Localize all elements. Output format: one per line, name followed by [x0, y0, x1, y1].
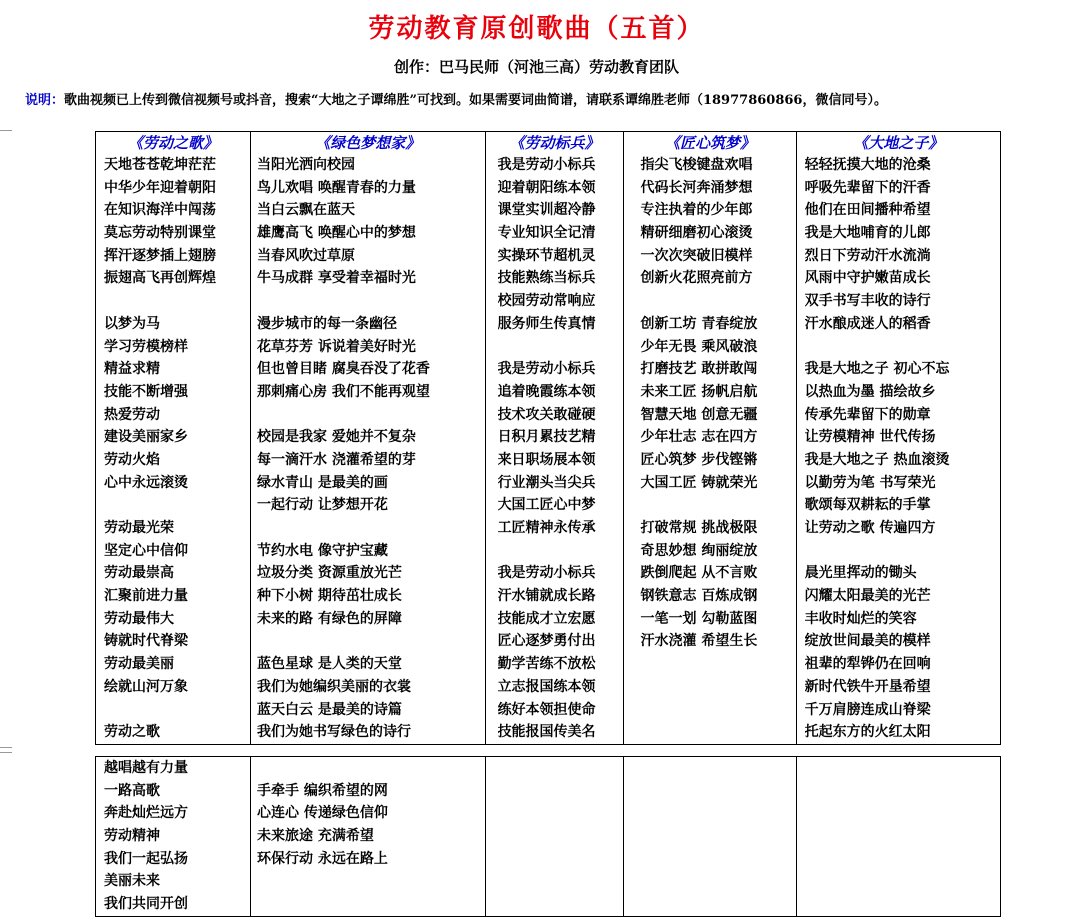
lyric-line: 托起东方的火红太阳 [804, 724, 931, 741]
lyric-line: 汇聚前进力量 [104, 588, 188, 605]
song-column-1 [96, 132, 251, 745]
lyric-line: 坚定心中信仰 [104, 542, 188, 559]
lyric-line: 匠心逐梦勇付出 [497, 633, 596, 650]
lyric-line: 绘就山河万象 [104, 678, 188, 695]
lyric-line: 实操环节超机灵 [497, 247, 596, 264]
document-title: 劳动教育原创歌曲（五首） [368, 14, 705, 44]
lyric-line: 他们在田间播种希望 [804, 202, 931, 219]
lyric-line: 一次次突破旧模样 [640, 247, 753, 264]
blank-line [805, 540, 1000, 563]
blank-line [104, 290, 250, 313]
lyric-line: 智慧天地 创意无疆 [640, 406, 758, 423]
song-column-4-continued [624, 757, 796, 917]
lyric-line: 当阳光洒向校园 [257, 157, 356, 173]
lyric-line: 我是劳动小标兵 [497, 565, 596, 582]
lyric-line: 当白云飘在蓝天 [257, 202, 356, 219]
lyric-line: 奔赴灿烂远方 [104, 805, 188, 822]
lyric-line: 汗水酿成迷人的稻香 [804, 315, 931, 332]
lyric-line: 挥汗逐梦插上翅膀 [104, 247, 216, 264]
lyric-line: 来日职场展本领 [497, 451, 596, 468]
blank-line [104, 494, 250, 517]
lyric-line: 创新工坊 青春绽放 [640, 315, 758, 332]
songs-table [95, 131, 1001, 745]
lyric-line: 让劳动之歌 传遍四方 [804, 520, 936, 536]
lyric-line: 丰收时灿烂的笑容 [804, 610, 917, 627]
lyric-line: 雄鹰高飞 唤醒心中的梦想 [257, 225, 416, 242]
lyrics-block [96, 154, 250, 744]
lyric-line: 技术攻关敢碰硬 [497, 406, 596, 423]
lyric-line: 打磨技艺 敢拼敢闯 [640, 361, 758, 378]
lyric-line: 我们为她书写绿色的诗行 [257, 724, 412, 741]
lyric-line: 劳动最伟大 [104, 610, 174, 627]
blank-line [257, 757, 485, 780]
lyric-line: 千万肩膀连成山脊梁 [804, 701, 931, 718]
lyric-line: 我是大地之子 热血滚烫 [804, 451, 950, 468]
blank-line [257, 517, 485, 540]
lyric-line: 蓝天白云 是最美的诗篇 [257, 701, 402, 718]
song-column-1-continued [96, 757, 251, 917]
lyric-line: 祖辈的犁铧仍在回响 [804, 656, 931, 673]
lyric-line: 风雨中守护嫩苗成长 [804, 270, 931, 287]
lyric-line: 牛马成群 享受着幸福时光 [257, 270, 416, 287]
song-column-4 [624, 132, 796, 745]
lyric-line: 一路高歌 [104, 782, 160, 799]
lyric-line: 创新火花照亮前方 [640, 270, 753, 287]
lyrics-block [797, 154, 1000, 744]
lyric-line: 手牵手 编织希望的网 [257, 782, 388, 799]
lyric-line: 少年无畏 乘风破浪 [640, 338, 758, 355]
lyrics-block [251, 154, 485, 744]
lyric-line: 劳动最美丽 [104, 656, 174, 673]
lyric-line: 劳动火焰 [104, 451, 160, 468]
lyric-line: 越唱越有力量 [104, 760, 188, 776]
blank-line [104, 699, 250, 722]
lyric-line: 双手书写丰收的诗行 [804, 293, 931, 310]
lyric-line: 新时代铁牛开垦希望 [804, 678, 931, 695]
lyric-line: 传承先辈留下的勋章 [804, 406, 931, 423]
song-column-3 [485, 132, 624, 745]
lyric-line: 未来工匠 扬帆启航 [640, 383, 758, 400]
lyric-line: 行业潮头当尖兵 [497, 474, 596, 491]
song-title: 《绿色梦想家》 [315, 134, 421, 152]
lyric-line: 大国工匠 铸就荣光 [640, 474, 758, 491]
lyric-line: 专业知识全记清 [497, 225, 596, 242]
lyric-line: 大国工匠心中梦 [497, 497, 596, 514]
lyric-line: 打破常规 挑战极限 [640, 520, 758, 536]
lyric-line: 绿水青山 是最美的画 [257, 474, 388, 491]
lyric-line: 少年壮志 志在四方 [640, 429, 758, 446]
song-column-3-continued [485, 757, 624, 917]
lyric-line: 漫步城市的每一条幽径 [257, 315, 398, 332]
lyric-line: 劳动最光荣 [104, 520, 174, 536]
lyric-line: 指尖飞梭键盘欢唱 [640, 157, 753, 173]
lyrics-block [486, 154, 624, 744]
lyric-line: 心中永远滚烫 [104, 474, 188, 491]
lyric-line: 校园劳动常响应 [497, 293, 596, 310]
lyric-line: 我们为她编织美丽的衣裳 [257, 678, 412, 695]
lyric-line: 服务师生传真情 [497, 315, 596, 332]
lyric-line: 心连心 传递绿色信仰 [257, 805, 388, 822]
lyric-line: 追着晚霞练本领 [497, 383, 596, 400]
page-break-mark [0, 747, 12, 748]
lyric-line: 振翅高飞再创辉煌 [104, 270, 216, 287]
song-column-5-continued [796, 757, 1000, 917]
lyric-line: 技能熟练当标兵 [497, 270, 596, 287]
lyric-line: 垃圾分类 资源重放光芒 [257, 565, 402, 582]
note-label: 说明： [25, 93, 65, 108]
lyric-line: 勤学苦练不放松 [497, 656, 596, 673]
lyric-line: 闪耀太阳最美的光芒 [804, 588, 931, 605]
lyric-line: 美丽未来 [104, 873, 160, 890]
lyric-line: 劳动之歌 [104, 724, 160, 741]
blank-line [805, 336, 1000, 359]
lyric-line: 学习劳模榜样 [104, 338, 188, 355]
song-column-5 [796, 132, 1000, 745]
blank-line [498, 336, 624, 359]
lyrics-block [96, 757, 250, 916]
lyric-line: 练好本领担使命 [497, 701, 596, 718]
song-title: 《劳动标兵》 [509, 134, 600, 152]
lyric-line: 呼吸先辈留下的汗香 [804, 179, 931, 196]
lyric-line: 日积月累技艺精 [497, 429, 596, 446]
lyric-line: 鸟儿欢唱 唤醒青春的力量 [257, 179, 416, 196]
lyric-line: 蓝色星球 是人类的天堂 [257, 656, 402, 673]
lyric-line: 技能报国传美名 [497, 724, 596, 741]
lyric-line: 每一滴汗水 浇灌希望的芽 [257, 451, 416, 468]
lyric-line: 校园是我家 爱她并不复杂 [257, 429, 416, 446]
lyric-line: 但也曾目睹 腐臭吞没了花香 [257, 361, 430, 378]
song-column-2 [251, 132, 486, 745]
lyric-line: 建设美丽家乡 [104, 429, 188, 446]
lyric-line: 我们一起弘扬 [104, 850, 188, 867]
lyric-line: 花草芬芳 诉说着美好时光 [257, 338, 416, 355]
lyric-line: 环保行动 永远在路上 [257, 850, 388, 867]
lyric-line: 节约水电 像守护宝藏 [257, 542, 388, 559]
song-title: 《匠心筑梦》 [665, 134, 756, 152]
lyric-line: 劳动精神 [104, 828, 160, 845]
lyric-line: 一起行动 让梦想开花 [257, 497, 388, 514]
page-break-mark [0, 130, 12, 131]
blank-line [498, 540, 624, 563]
lyric-line: 当春风吹过草原 [257, 247, 356, 264]
lyric-line: 以热血为墨 描绘故乡 [804, 383, 936, 400]
lyric-line: 劳动最崇高 [104, 565, 174, 582]
lyric-line: 中华少年迎着朝阳 [104, 179, 216, 196]
song-title: 《大地之子》 [853, 134, 944, 152]
lyric-line: 立志报国练本领 [497, 678, 596, 695]
blank-line [640, 290, 795, 313]
lyric-line: 课堂实训超冷静 [497, 202, 596, 219]
blank-line [257, 404, 485, 427]
songs-table-continued [95, 756, 1001, 917]
lyric-line: 烈日下劳动汗水流淌 [804, 247, 931, 264]
lyric-line: 晨光里挥动的锄头 [804, 565, 917, 582]
lyric-line: 汗水铺就成长路 [497, 588, 596, 605]
lyric-line: 歌颂每双耕耘的手掌 [804, 497, 931, 514]
blank-line [257, 630, 485, 653]
author-line: 创作：巴马民师（河池三高）劳动教育团队 [393, 58, 679, 76]
lyric-line: 在知识海洋中闯荡 [104, 202, 216, 219]
song-column-2-continued [251, 757, 486, 917]
lyric-line: 我是劳动小标兵 [497, 157, 596, 173]
lyric-line: 奇思妙想 绚丽绽放 [640, 542, 758, 559]
lyric-line: 专注执着的少年郎 [640, 202, 753, 219]
lyric-line: 一笔一划 勾勒蓝图 [640, 610, 758, 627]
lyric-line: 迎着朝阳练本领 [497, 179, 596, 196]
lyric-line: 让劳模精神 世代传扬 [804, 429, 936, 446]
lyric-line: 我是劳动小标兵 [497, 361, 596, 378]
description-note [25, 89, 887, 108]
lyric-line: 我是大地哺育的儿郎 [804, 225, 931, 242]
lyric-line: 我们共同开创 [104, 896, 188, 913]
lyric-line: 技能不断增强 [104, 383, 188, 400]
lyric-line: 轻轻抚摸大地的沧桑 [804, 157, 931, 173]
lyric-line: 绽放世间最美的模样 [804, 633, 931, 650]
song-title: 《劳动之歌》 [128, 134, 219, 152]
lyrics-block [624, 154, 795, 653]
lyric-line: 代码长河奔涌梦想 [640, 179, 753, 196]
lyric-line: 精研细磨初心滚烫 [640, 225, 753, 242]
blank-line [257, 290, 485, 313]
blank-line [640, 494, 795, 517]
lyric-line: 技能成才立宏愿 [497, 610, 596, 627]
page-break-mark [0, 752, 12, 753]
lyric-line: 以梦为马 [104, 315, 160, 332]
lyric-line: 匠心筑梦 步伐铿锵 [640, 451, 758, 468]
lyric-line: 钢铁意志 百炼成钢 [640, 588, 758, 605]
lyric-line: 莫忘劳动特别课堂 [104, 225, 216, 242]
lyric-line: 跌倒爬起 从不言败 [640, 565, 758, 582]
note-text: 歌曲视频已上传到微信视频号或抖音，搜索“大地之子谭绵胜”可找到。如果需要词曲简谱，请联系谭绵胜老师（18977860866，微信同号）。 [64, 93, 887, 108]
lyric-line: 以勤劳为笔 书写荣光 [804, 474, 936, 491]
lyric-line: 未来的路 有绿色的屏障 [257, 610, 402, 627]
lyric-line: 种下小树 期待茁壮成长 [257, 588, 402, 605]
lyric-line: 汗水浇灌 希望生长 [640, 633, 758, 650]
lyric-line: 天地苍苍乾坤茫茫 [104, 157, 216, 173]
lyric-line: 铸就时代脊梁 [104, 633, 188, 650]
lyrics-block [251, 757, 485, 870]
lyric-line: 工匠精神永传承 [497, 520, 596, 536]
lyric-line: 那刺痛心房 我们不能再观望 [257, 383, 430, 400]
lyric-line: 热爱劳动 [104, 406, 160, 423]
lyric-line: 我是大地之子 初心不忘 [804, 361, 950, 378]
lyric-line: 精益求精 [104, 361, 160, 378]
lyric-line: 未来旅途 充满希望 [257, 828, 374, 845]
